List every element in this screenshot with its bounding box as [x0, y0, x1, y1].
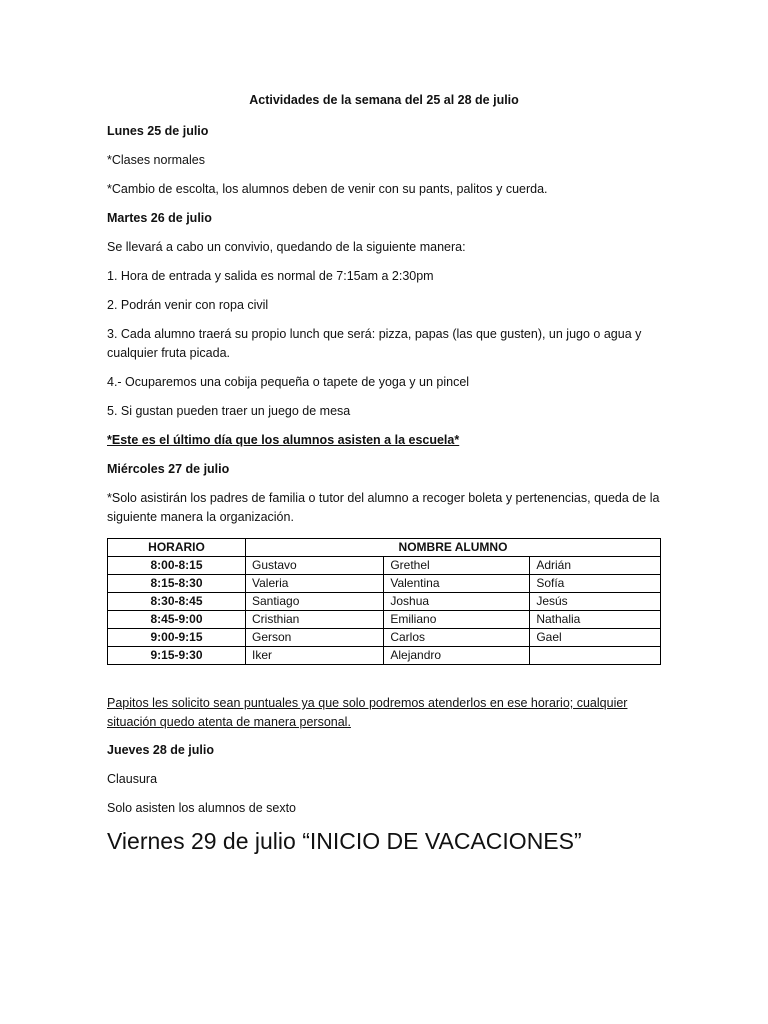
student-cell: Valentina [384, 575, 530, 593]
punctuality-note: Papitos les solicito sean puntuales ya que solo podremos atenderlos en ese horario; cualquier situación quedo atenta de manera personal. [107, 696, 628, 729]
student-cell: Gustavo [246, 557, 384, 575]
tuesday-item-2: 2. Podrán venir con ropa civil [107, 298, 269, 312]
student-cell: Alejandro [384, 647, 530, 665]
student-cell: Grethel [384, 557, 530, 575]
time-cell: 9:00-9:15 [108, 629, 246, 647]
monday-line-1: *Clases normales [107, 153, 205, 167]
student-cell: Santiago [246, 593, 384, 611]
tuesday-intro: Se llevará a cabo un convivio, quedando de la siguiente manera: [107, 240, 466, 254]
thursday-line-1: Clausura [107, 772, 158, 786]
student-cell: Iker [246, 647, 384, 665]
schedule-table [107, 538, 661, 665]
tuesday-item-1: 1. Hora de entrada y salida es normal de 7:15am a 2:30pm [107, 269, 434, 283]
table-row [108, 611, 661, 629]
student-cell: Gael [530, 629, 661, 647]
student-cell: Valeria [246, 575, 384, 593]
thursday-heading: Jueves 28 de julio [107, 743, 214, 757]
time-cell: 9:15-9:30 [108, 647, 246, 665]
wednesday-intro: *Solo asistirán los padres de familia o tutor del alumno a recoger boleta y pertenencias, queda de la siguiente manera la organización. [107, 491, 660, 524]
header-horario: HORARIO [108, 539, 246, 557]
tuesday-heading: Martes 26 de julio [107, 211, 212, 225]
friday-heading: Viernes 29 de julio “INICIO DE VACACIONES” [107, 828, 582, 854]
table-row [108, 575, 661, 593]
thursday-line-2: Solo asisten los alumnos de sexto [107, 801, 296, 815]
tuesday-item-4: 4.- Ocuparemos una cobija pequeña o tapete de yoga y un pincel [107, 375, 470, 389]
tuesday-item-3: 3. Cada alumno traerá su propio lunch que será: pizza, papas (las que gusten), un jugo o agua y cualquier fruta picada. [107, 327, 642, 360]
student-cell: Cristhian [246, 611, 384, 629]
table-header-row [108, 539, 661, 557]
time-cell: 8:15-8:30 [108, 575, 246, 593]
student-cell: Jesús [530, 593, 661, 611]
time-cell: 8:00-8:15 [108, 557, 246, 575]
student-cell [530, 647, 661, 665]
time-cell: 8:45-9:00 [108, 611, 246, 629]
monday-line-2: *Cambio de escolta, los alumnos deben de venir con su pants, palitos y cuerda. [107, 182, 548, 196]
monday-heading: Lunes 25 de julio [107, 124, 209, 138]
table-row [108, 593, 661, 611]
student-cell: Joshua [384, 593, 530, 611]
last-day-notice: *Este es el último día que los alumnos asisten a la escuela* [107, 433, 460, 447]
student-cell: Sofía [530, 575, 661, 593]
table-row [108, 557, 661, 575]
student-cell: Adrián [530, 557, 661, 575]
table-row [108, 629, 661, 647]
time-cell: 8:30-8:45 [108, 593, 246, 611]
student-cell: Emiliano [384, 611, 530, 629]
tuesday-item-5: 5. Si gustan pueden traer un juego de mesa [107, 404, 351, 418]
student-cell: Carlos [384, 629, 530, 647]
table-row [108, 647, 661, 665]
student-cell: Nathalia [530, 611, 661, 629]
student-cell: Gerson [246, 629, 384, 647]
document-title: Actividades de la semana del 25 al 28 de julio [249, 93, 519, 107]
wednesday-heading: Miércoles 27 de julio [107, 462, 230, 476]
header-nombre-alumno: NOMBRE ALUMNO [246, 539, 661, 557]
